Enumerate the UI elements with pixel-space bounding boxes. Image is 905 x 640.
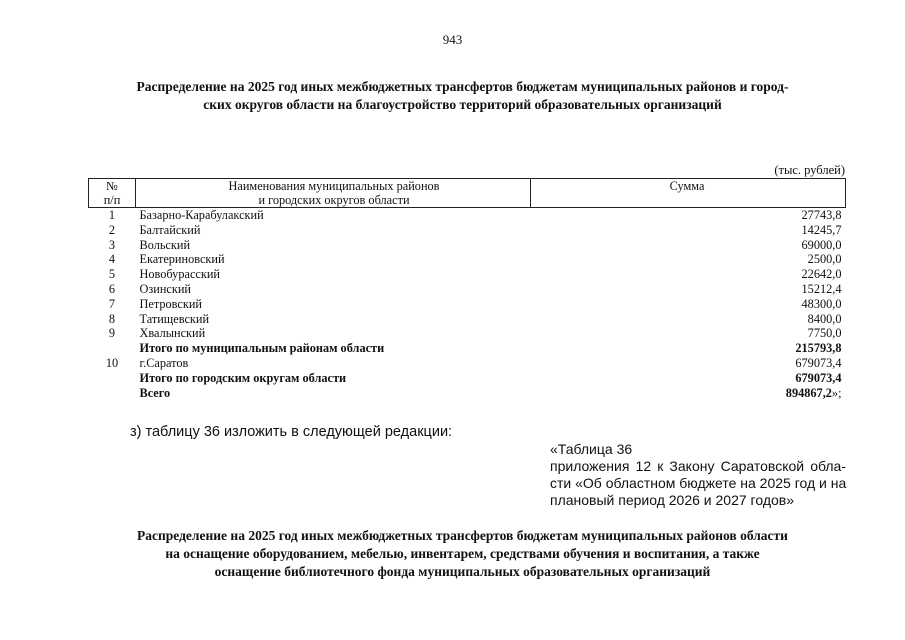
cell-name	[136, 341, 531, 356]
cell-name-value: Новобурасский	[139, 267, 220, 282]
cell-num	[89, 267, 136, 282]
table-title-2	[80, 527, 845, 581]
table-title-line: на оснащение оборудованием, мебелью, инвентарем, средствами обучения и воспитания, а также	[165, 546, 760, 561]
header-num-line: п/п	[103, 193, 121, 207]
cell-sum	[531, 326, 846, 341]
table-row	[89, 223, 846, 238]
cell-num	[89, 297, 136, 312]
table-body	[89, 208, 846, 401]
cell-sum	[531, 312, 846, 327]
table-title-line: оснащение библиотечного фонда муниципальных образовательных организаций	[214, 564, 711, 579]
cell-name-value: Хвалынский	[139, 326, 206, 341]
cell-name	[136, 267, 531, 282]
cell-sum-value: 8400,0	[807, 311, 842, 326]
reference-line: сти «Об областном бюджете на 2025 год и на	[550, 475, 847, 491]
cell-name	[136, 208, 531, 223]
cell-num	[89, 312, 136, 327]
cell-num	[89, 252, 136, 267]
cell-name	[136, 297, 531, 312]
cell-sum-value: 15212,4	[801, 281, 842, 296]
table-row	[89, 341, 846, 356]
cell-sum	[531, 297, 846, 312]
cell-sum-value: 679073,4	[795, 355, 842, 370]
cell-name-value: Всего	[139, 385, 171, 400]
cell-num-value: 1	[108, 208, 116, 222]
cell-sum	[531, 252, 846, 267]
cell-name-value: Итого по городским округам области	[139, 370, 347, 385]
cell-num-value: 6	[108, 281, 116, 296]
table-row	[89, 326, 846, 341]
reference-line: приложения 12 к Закону Саратовской обла-	[550, 458, 846, 474]
table-row	[89, 312, 846, 327]
cell-num-value: 3	[108, 237, 116, 252]
table-row	[89, 267, 846, 282]
cell-sum	[531, 223, 846, 238]
cell-name-value: Екатериновский	[139, 252, 225, 267]
cell-sum	[531, 208, 846, 223]
table-row	[89, 371, 846, 386]
cell-sum	[531, 371, 846, 386]
table-title-line: ских округов области на благоустройство территорий образовательных организаций	[203, 97, 722, 112]
cell-sum	[531, 282, 846, 297]
table-title-line: Распределение на 2025 год иных межбюджетных трансфертов бюджетам муниципальных районов и город-	[136, 79, 789, 94]
cell-name-value: Петровский	[139, 296, 202, 311]
header-num-line: №	[106, 179, 118, 193]
cell-name	[136, 356, 531, 371]
cell-sum-value: 215793,8	[795, 341, 842, 356]
header-name-line: и городских округов области	[258, 193, 410, 207]
table-header-row	[89, 179, 846, 208]
cell-sum-value: 69000,0	[801, 237, 842, 252]
table-row	[89, 282, 846, 297]
cell-num	[89, 282, 136, 297]
cell-num	[89, 341, 136, 356]
cell-name	[136, 326, 531, 341]
instruction-text: з) таблицу 36 изложить в следующей редакции:	[130, 424, 453, 440]
cell-name	[136, 282, 531, 297]
cell-name-value: Итого по муниципальным районам области	[139, 341, 385, 356]
cell-name	[136, 252, 531, 267]
cell-sum-value: 22642,0	[801, 267, 842, 282]
cell-num	[89, 223, 136, 238]
cell-num	[89, 238, 136, 253]
cell-sum	[531, 341, 846, 356]
cell-num	[89, 326, 136, 341]
table-title-line: Распределение на 2025 год иных межбюджетных трансфертов бюджетам муниципальных районов области	[137, 528, 788, 543]
cell-sum	[531, 356, 846, 371]
budget-table	[88, 178, 846, 400]
cell-name	[136, 386, 531, 401]
table-row	[89, 386, 846, 401]
reference-line: «Таблица 36	[550, 441, 633, 457]
header-sum: Сумма	[531, 179, 846, 208]
cell-num-value: 4	[108, 252, 116, 267]
cell-num	[89, 356, 136, 371]
cell-sum	[531, 267, 846, 282]
table-row	[89, 208, 846, 223]
table-row	[89, 297, 846, 312]
cell-name-value: г.Саратов	[139, 355, 189, 370]
page-number: 943	[442, 32, 463, 47]
cell-sum-value: 14245,7	[801, 222, 842, 237]
cell-name	[136, 238, 531, 253]
cell-sum	[531, 238, 846, 253]
table-title	[90, 78, 835, 114]
header-name-line: Наименования муниципальных районов	[228, 179, 440, 193]
cell-sum-value: 679073,4	[795, 370, 842, 385]
cell-num-value: 5	[108, 267, 116, 282]
cell-sum-value: 27743,8	[801, 208, 842, 222]
cell-name-value: Татищевский	[139, 311, 210, 326]
table-reference	[550, 441, 846, 509]
reference-line: плановый период 2026 и 2027 годов»	[550, 492, 795, 508]
cell-num-value: 2	[108, 222, 116, 237]
cell-name-value: Озинский	[139, 281, 191, 296]
cell-num-value: 8	[108, 311, 116, 326]
cell-sum-value: 7750,0	[807, 326, 842, 341]
cell-name-value: Вольский	[139, 237, 191, 252]
cell-num	[89, 371, 136, 386]
cell-num-value: 7	[108, 296, 116, 311]
header-name	[136, 179, 531, 208]
header-num	[89, 179, 136, 208]
cell-name-value: Балтайский	[139, 222, 201, 237]
table-row	[89, 238, 846, 253]
cell-num	[89, 386, 136, 401]
cell-sum-suffix: »;	[831, 385, 842, 400]
cell-num	[89, 208, 136, 223]
cell-sum-value: 894867,2	[785, 385, 832, 400]
cell-name	[136, 223, 531, 238]
units-label: (тыс. рублей)	[774, 163, 845, 177]
cell-sum-value: 48300,0	[801, 296, 842, 311]
cell-sum-value: 2500,0	[807, 252, 842, 267]
cell-num-value: 9	[108, 326, 116, 341]
cell-name	[136, 312, 531, 327]
cell-name	[136, 371, 531, 386]
table-row	[89, 356, 846, 371]
cell-name-value: Базарно-Карабулакский	[139, 208, 264, 222]
cell-sum	[531, 386, 846, 401]
cell-num-value: 10	[105, 355, 119, 370]
table-row	[89, 252, 846, 267]
